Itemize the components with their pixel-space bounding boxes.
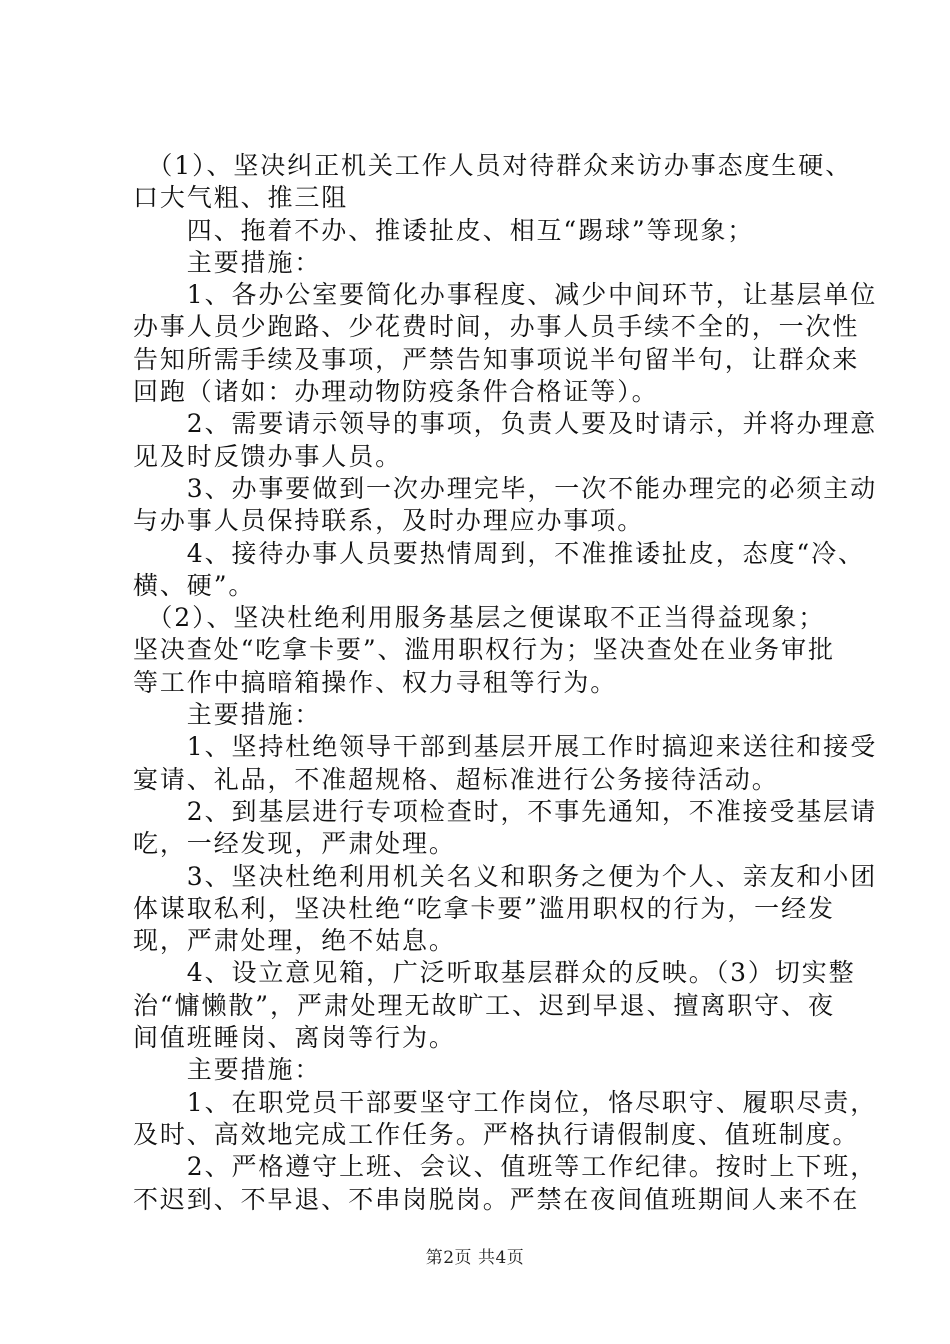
page-footer: 第2页 共4页 [425, 1248, 525, 1268]
text-line: 间值班睡岗、离岗等行为。 [133, 1023, 456, 1053]
text-line: 宴请、礼品，不准超规格、超标准进行公务接待活动。 [133, 764, 779, 794]
text-line: （1）、坚决纠正机关工作人员对待群众来访办事态度生硬、 [133, 151, 853, 180]
text-line: 坚决查处“吃拿卡要”、滥用职权行为；坚决查处在业务审批 [133, 635, 835, 665]
text-line: 治“慵懒散”，严肃处理无故旷工、迟到早退、擅离职守、夜 [133, 990, 835, 1020]
text-line: 4、接待办事人员要热情周到，不准推诿扯皮，态度“冷、 [133, 538, 865, 568]
text-line: 4、设立意见箱，广泛听取基层群众的反映。（3）切实整 [133, 958, 856, 988]
text-line: 1、各办公室要简化办事程度、减少中间环节，让基层单位 [133, 280, 878, 310]
text-line: 2、严格遵守上班、会议、值班等工作纪律。按时上下班， [133, 1152, 878, 1182]
text-line: 回跑（诸如：办理动物防疫条件合格证等）。 [133, 377, 659, 407]
text-line: 见及时反馈办事人员。 [133, 441, 403, 471]
text-line: 口大气粗、推三阻 [133, 183, 349, 213]
text-line: 告知所需手续及事项，严禁告知事项说半句留半句，让群众来 [133, 344, 860, 374]
text-line: 四、拖着不办、推诿扯皮、相互“踢球”等现象； [133, 215, 755, 245]
text-line: 体谋取私利，坚决杜绝“吃拿卡要”滥用职权的行为，一经发 [133, 893, 835, 923]
text-line: 不迟到、不早退、不串岗脱岗。严禁在夜间值班期间人来不在 [133, 1184, 860, 1214]
text-line: 主要措施： [133, 700, 322, 730]
text-line: 3、办事要做到一次办理完毕，一次不能办理完的必须主动 [133, 473, 878, 503]
text-line: 吃，一经发现，严肃处理。 [133, 829, 456, 859]
document-body [133, 150, 878, 1216]
text-line: 主要措施： [133, 247, 322, 277]
text-line: 横、硬”。 [133, 570, 256, 600]
text-line: （2）、坚决杜绝利用服务基层之便谋取不正当得益现象； [133, 603, 826, 633]
text-line: 现，严肃处理，绝不姑息。 [133, 926, 456, 956]
text-line: 2、到基层进行专项检查时，不事先通知，不准接受基层请 [133, 796, 878, 826]
text-line: 与办事人员保持联系，及时办理应办事项。 [133, 506, 645, 536]
text-line: 3、坚决杜绝利用机关名义和职务之便为个人、亲友和小团 [133, 861, 878, 891]
text-line: 主要措施： [133, 1055, 322, 1085]
text-line: 2、需要请示领导的事项，负责人要及时请示，并将办理意 [133, 409, 878, 439]
text-line: 1、在职党员干部要坚守工作岗位，恪尽职守、履职尽责， [133, 1087, 878, 1117]
text-line: 等工作中搞暗箱操作、权力寻租等行为。 [133, 667, 618, 697]
text-line: 及时、高效地完成工作任务。严格执行请假制度、值班制度。 [133, 1119, 860, 1149]
text-line: 1、坚持杜绝领导干部到基层开展工作时搞迎来送往和接受 [133, 732, 878, 762]
text-line: 办事人员少跑路、少花费时间，办事人员手续不全的，一次性 [133, 312, 860, 342]
